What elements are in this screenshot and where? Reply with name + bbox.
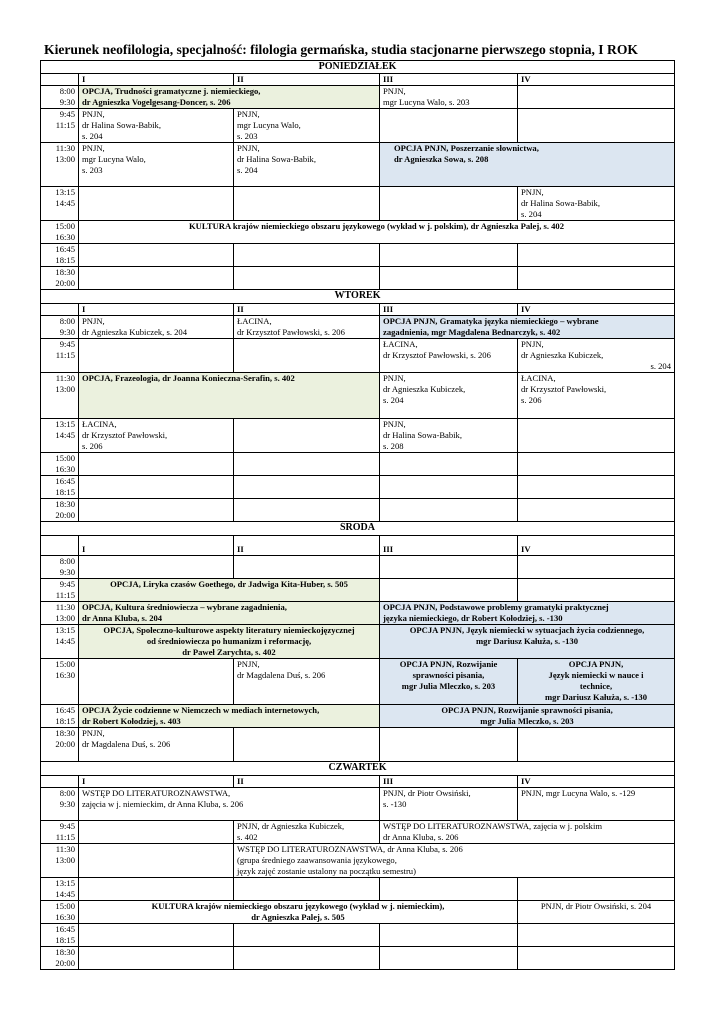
time-slot: 8:00 9:30 xyxy=(41,788,79,821)
class-cell: OPCJA PNJN, Język niemiecki w nauce i technice, mgr Dariusz Kałuża, s. -130 xyxy=(518,659,675,705)
class-cell: OPCJA, Liryka czasów Goethego, dr Jadwiga Kita-Huber, s. 505 xyxy=(79,579,380,602)
class-cell: PNJN, dr Piotr Owsiński, s. 204 xyxy=(518,901,675,924)
time-slot: 18:30 20:00 xyxy=(41,499,79,522)
class-cell: PNJN, dr Piotr Owsiński, s. -130 xyxy=(380,788,518,821)
col-header: II xyxy=(234,536,380,556)
col-header: IV xyxy=(518,74,675,86)
time-slot: 8:00 9:30 xyxy=(41,556,79,579)
col-header: III xyxy=(380,776,518,788)
class-cell: OPCJA, Społeczno-kulturowe aspekty literatury niemieckojęzycznej od średniowiecza po humanizm i reformację, dr Paweł Zarychta, s. 402 xyxy=(79,625,380,659)
col-header: IV xyxy=(518,536,675,556)
time-slot: 9:45 11:15 xyxy=(41,109,79,143)
col-header: II xyxy=(234,776,380,788)
time-slot: 15:00 16:30 xyxy=(41,901,79,924)
time-slot: 13:15 14:45 xyxy=(41,878,79,901)
lecture-cell: KULTURA krajów niemieckiego obszaru językowego (wykład w j. polskim), dr Agnieszka Palej, s. 402 xyxy=(79,221,675,244)
class-cell: PNJN, dr Agnieszka Kubiczek, s. 204 xyxy=(518,339,675,373)
time-slot: 15:00 16:30 xyxy=(41,221,79,244)
class-cell: PNJN, dr Halina Sowa-Babik, s. 204 xyxy=(234,143,380,187)
class-cell: OPCJA, Kultura średniowiecza – wybrane zagadnienia, dr Anna Kluba, s. 204 xyxy=(79,602,380,625)
time-slot: 13:15 14:45 xyxy=(41,625,79,659)
class-cell: PNJN, dr Agnieszka Kubiczek, s. 402 xyxy=(234,821,380,844)
time-slot: 13:15 14:45 xyxy=(41,419,79,453)
class-cell: ŁACINA, dr Krzysztof Pawłowski, s. 206 xyxy=(234,316,380,339)
day-header-wednesday: ŚRODA xyxy=(41,522,675,536)
col-header: I xyxy=(79,304,234,316)
class-cell: PNJN, mgr Lucyna Walo, s. -129 xyxy=(518,788,675,821)
class-cell: OPCJA PNJN, Podstawowe problemy gramatyki praktycznej języka niemieckiego, dr Robert Kołodziej, s. -130 xyxy=(380,602,675,625)
schedule-table xyxy=(40,60,675,970)
time-slot: 8:00 9:30 xyxy=(41,316,79,339)
time-slot: 18:30 20:00 xyxy=(41,728,79,762)
time-slot: 11:30 13:00 xyxy=(41,602,79,625)
time-slot: 8:00 9:30 xyxy=(41,86,79,109)
class-cell: PNJN, mgr Lucyna Walo, s. 203 xyxy=(79,143,234,187)
page-title: Kierunek neofilologia, specjalność: filologia germańska, studia stacjonarne pierwszego stopnia, I ROK xyxy=(44,42,638,57)
time-slot: 18:30 20:00 xyxy=(41,947,79,970)
class-cell: OPCJA Życie codzienne w Niemczech w mediach internetowych, dr Robert Kołodziej, s. 403 xyxy=(79,705,380,728)
time-slot: 16:45 18:15 xyxy=(41,924,79,947)
class-cell: PNJN, mgr Lucyna Walo, s. 203 xyxy=(234,109,380,143)
day-header-tuesday: WTOREK xyxy=(41,290,675,304)
time-slot: 16:45 18:15 xyxy=(41,476,79,499)
col-header: I xyxy=(79,74,234,86)
col-header: IV xyxy=(518,776,675,788)
col-header: III xyxy=(380,536,518,556)
class-cell: PNJN, dr Agnieszka Kubiczek, s. 204 xyxy=(380,373,518,419)
col-header: I xyxy=(79,776,234,788)
col-header: II xyxy=(234,74,380,86)
class-cell: ŁACINA, dr Krzysztof Pawłowski, s. 206 xyxy=(518,373,675,419)
class-cell: ŁACINA, dr Krzysztof Pawłowski, s. 206 xyxy=(79,419,234,453)
lecture-cell: KULTURA krajów niemieckiego obszaru językowego (wykład w j. niemieckim), dr Agnieszka Palej, s. 505 xyxy=(79,901,518,924)
class-cell: PNJN, dr Magdalena Duś, s. 206 xyxy=(234,659,380,705)
class-cell: WSTĘP DO LITERATUROZNAWSTWA, zajęcia w j. niemieckim, dr Anna Kluba, s. 206 xyxy=(79,788,380,821)
time-slot: 13:15 14:45 xyxy=(41,187,79,221)
day-header-thursday: CZWARTEK xyxy=(41,762,675,776)
class-cell: WSTĘP DO LITERATUROZNAWSTWA, dr Anna Kluba, s. 206 (grupa średniego zaawansowania językowego, język zajęć zostanie ustalony na początku semestru) xyxy=(234,844,675,878)
class-cell: OPCJA PNJN, Rozwijanie sprawności pisania, mgr Julia Mleczko, s. 203 xyxy=(380,659,518,705)
class-cell: OPCJA PNJN, Gramatyka języka niemieckiego – wybrane zagadnienia, mgr Magdalena Bednarczyk, s. 402 xyxy=(380,316,675,339)
col-header: III xyxy=(380,304,518,316)
class-cell: OPCJA PNJN, Poszerzanie słownictwa, dr Agnieszka Sowa, s. 208 xyxy=(380,143,675,187)
class-cell: PNJN, dr Halina Sowa-Babik, s. 204 xyxy=(518,187,675,221)
col-header: I xyxy=(79,536,234,556)
time-slot: 15:00 16:30 xyxy=(41,453,79,476)
time-slot: 11:30 13:00 xyxy=(41,844,79,878)
col-header: III xyxy=(380,74,518,86)
class-cell: OPCJA PNJN, Rozwijanie sprawności pisania, mgr Julia Mleczko, s. 203 xyxy=(380,705,675,728)
class-cell: ŁACINA, dr Krzysztof Pawłowski, s. 206 xyxy=(380,339,518,373)
class-cell: OPCJA, Trudności gramatyczne j. niemieckiego, dr Agnieszka Vogelgesang-Doncer, s. 206 xyxy=(79,86,380,109)
time-slot: 15:00 16:30 xyxy=(41,659,79,705)
class-cell: PNJN, dr Magdalena Duś, s. 206 xyxy=(79,728,234,762)
class-cell: PNJN, dr Halina Sowa-Babik, s. 208 xyxy=(380,419,518,453)
class-cell: OPCJA, Frazeologia, dr Joanna Konieczna-Serafin, s. 402 xyxy=(79,373,380,419)
col-header: IV xyxy=(518,304,675,316)
time-slot: 9:45 11:15 xyxy=(41,821,79,844)
time-slot: 11:30 13:00 xyxy=(41,373,79,419)
class-cell: PNJN, dr Agnieszka Kubiczek, s. 204 xyxy=(79,316,234,339)
time-slot: 18:30 20:00 xyxy=(41,267,79,290)
time-slot: 11:30 13:00 xyxy=(41,143,79,187)
time-slot: 16:45 18:15 xyxy=(41,705,79,728)
class-cell: OPCJA PNJN, Język niemiecki w sytuacjach życia codziennego, mgr Dariusz Kałuża, s. -130 xyxy=(380,625,675,659)
time-slot: 9:45 11:15 xyxy=(41,339,79,373)
time-slot: 16:45 18:15 xyxy=(41,244,79,267)
class-cell: PNJN, mgr Lucyna Walo, s. 203 xyxy=(380,86,518,109)
class-cell: WSTĘP DO LITERATUROZNAWSTWA, zajęcia w j. polskim dr Anna Kluba, s. 206 xyxy=(380,821,675,844)
day-header-monday: PONIEDZIAŁEK xyxy=(41,61,675,74)
time-slot: 9:45 11:15 xyxy=(41,579,79,602)
class-cell: PNJN, dr Halina Sowa-Babik, s. 204 xyxy=(79,109,234,143)
col-header: II xyxy=(234,304,380,316)
